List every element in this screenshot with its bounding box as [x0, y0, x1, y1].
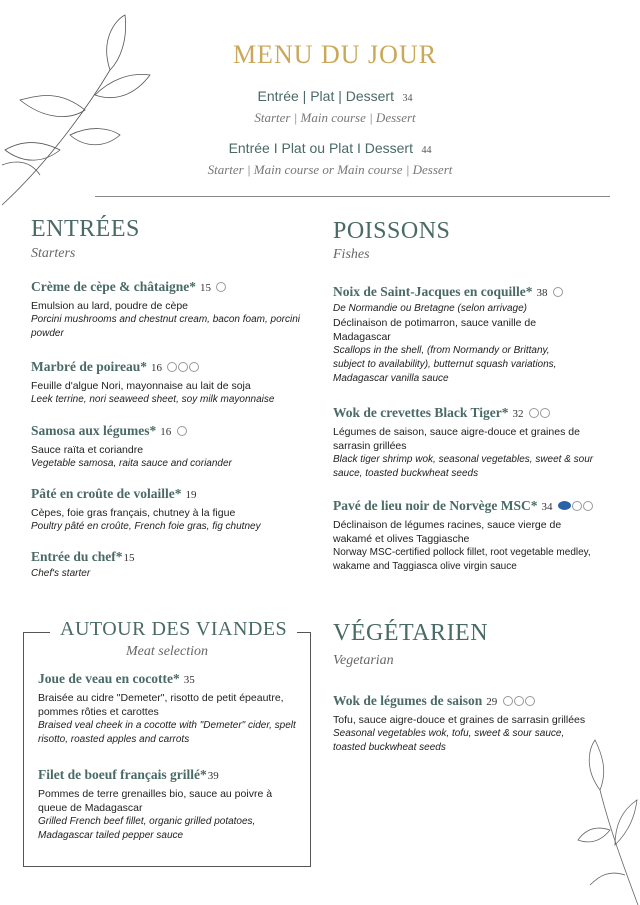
msc-icon — [558, 501, 571, 510]
viande-item — [38, 670, 303, 747]
dish-desc-fr: Déclinaison de potimarron, sauce vanille de Madagascar — [333, 317, 537, 343]
dish-desc-en: Seasonal vegetables wok, tofu, sweet & sour sauce, toasted buckwheat seeds — [333, 728, 565, 753]
allergen-icon — [514, 696, 524, 706]
dish-desc-fr: Cèpes, foie gras français, chutney à la figue — [31, 507, 236, 519]
dish-price: 34 — [541, 501, 553, 513]
dish-desc-en: Chef's starter — [31, 568, 91, 579]
allergen-icon — [177, 426, 187, 436]
poissons-subtitle: Fishes — [333, 247, 370, 262]
dish-price: 39 — [207, 770, 219, 782]
vegetarien-item — [333, 692, 613, 755]
header-divider — [95, 196, 610, 197]
dish-price: 16 — [150, 362, 162, 374]
allergen-icon — [572, 501, 582, 511]
allergen-icon — [167, 362, 177, 372]
dish-price: 32 — [512, 408, 524, 420]
dish-desc-en: Norway MSC-certified pollock fillet, root vegetable medley, wakame and Taggiasca olive virgin sauce — [333, 547, 591, 572]
dish-name: Pavé de lieu noir de Norvège MSC* — [333, 498, 538, 513]
dish-name: Filet de boeuf français grillé* — [38, 767, 207, 782]
formula-2-price: 44 — [421, 145, 432, 156]
allergen-icon — [189, 362, 199, 372]
entree-item — [31, 278, 316, 341]
dish-price: 15 — [199, 282, 211, 294]
dish-desc-en: Vegetable samosa, raita sauce and coriander — [31, 458, 232, 469]
allergen-icon — [583, 501, 593, 511]
dish-desc-fr: Légumes de saison, sauce aigre-douce et graines de sarrasin grillées — [333, 426, 580, 452]
dish-name: Marbré de poireau* — [31, 359, 147, 374]
dish-name: Wok de crevettes Black Tiger* — [333, 405, 509, 420]
entrees-title: ENTRÉES — [31, 216, 140, 242]
dish-price: 15 — [123, 552, 135, 564]
dish-name: Crème de cèpe & châtaigne* — [31, 279, 196, 294]
dish-desc-fr: Pommes de terre grenailles bio, sauce au poivre à queue de Madagascar — [38, 788, 273, 814]
dish-desc-en: Porcini mushrooms and chestnut cream, bacon foam, porcini powder — [31, 314, 301, 339]
entree-item — [31, 485, 316, 534]
dish-desc-en: Grilled French beef fillet, organic grilled potatoes, Madagascar tailed pepper sauce — [38, 816, 256, 841]
dish-desc-fr: Sauce raïta et coriandre — [31, 444, 144, 456]
dish-name: Samosa aux légumes* — [31, 423, 157, 438]
dish-desc-en: Braised veal cheek in a cocotte with "Demeter" cider, spelt risotto, roasted apples and carrots — [38, 720, 296, 745]
formula-1 — [0, 88, 640, 106]
allergen-icon — [525, 696, 535, 706]
formula-2-label: Entrée I Plat ou Plat I Dessert — [228, 140, 413, 156]
dish-desc-en: Black tiger shrimp wok, seasonal vegetables, sweet & sour sauce, toasted buckwheat seeds — [333, 454, 594, 479]
poisson-item — [333, 283, 603, 386]
dish-name: Noix de Saint-Jacques en coquille* — [333, 284, 533, 299]
formula-1-price: 34 — [402, 93, 413, 104]
dish-name: Pâté en croûte de volaille* — [31, 486, 182, 501]
dish-desc-fr: Emulsion au lard, poudre de cèpe — [31, 300, 189, 312]
dish-desc-fr: Déclinaison de légumes racines, sauce vierge de wakamé et olives Taggiasche — [333, 519, 562, 545]
dish-price: 38 — [536, 287, 548, 299]
allergen-icon — [503, 696, 513, 706]
formula-1-sub: Starter | Main course | Dessert — [254, 110, 416, 125]
poissons-title: POISSONS — [333, 218, 451, 244]
dish-desc-fr: Tofu, sauce aigre-douce et graines de sarrasin grillées — [333, 714, 586, 726]
allergen-icon — [529, 408, 539, 418]
leaf-branch-bottom-right-icon — [540, 730, 640, 905]
allergen-icon — [216, 282, 226, 292]
dish-desc-fr: Feuille d'algue Nori, mayonnaise au lait de soja — [31, 380, 251, 392]
viandes-title: AUTOUR DES VIANDES — [50, 618, 297, 641]
viandes-subtitle: Meat selection — [125, 644, 209, 659]
allergen-icon — [553, 287, 563, 297]
poisson-item — [333, 497, 623, 574]
dish-desc-fr: Braisée au cidre "Demeter", risotto de petit épeautre, pommes rôties et carottes — [38, 692, 284, 718]
dish-name: Wok de légumes de saison — [333, 693, 483, 708]
formula-2-sub: Starter | Main course or Main course | Dessert — [207, 162, 453, 177]
menu-title: MENU DU JOUR — [232, 40, 438, 69]
allergen-icon — [178, 362, 188, 372]
dish-name: Joue de veau en cocotte* — [38, 671, 180, 686]
dish-origin: De Normandie ou Bretagne (selon arrivage) — [333, 303, 527, 314]
allergen-icon — [540, 408, 550, 418]
poisson-item — [333, 404, 613, 481]
entree-item — [31, 422, 316, 471]
formula-1-label: Entrée | Plat | Dessert — [257, 88, 394, 104]
dish-name: Entrée du chef* — [31, 549, 123, 564]
dish-price: 19 — [185, 489, 197, 501]
formula-2 — [0, 140, 640, 158]
vegetarien-title: VÉGÉTARIEN — [333, 620, 489, 646]
vegetarien-subtitle: Vegetarian — [333, 653, 394, 668]
dish-price: 29 — [486, 696, 498, 708]
dish-desc-en: Leek terrine, nori seaweed sheet, soy milk mayonnaise — [31, 394, 275, 405]
viande-item — [38, 766, 303, 843]
entree-item — [31, 548, 316, 581]
dish-price: 16 — [160, 426, 172, 438]
dish-price: 35 — [183, 674, 195, 686]
dish-desc-en: Poultry pâté en croûte, French foie gras, fig chutney — [31, 521, 261, 532]
dish-desc-en: Scallops in the shell, (from Normandy or Brittany, subject to availability), butternut squash variations, Madagascar vanilla sauce — [333, 345, 557, 384]
entrees-subtitle: Starters — [31, 246, 76, 261]
entree-item — [31, 358, 316, 407]
